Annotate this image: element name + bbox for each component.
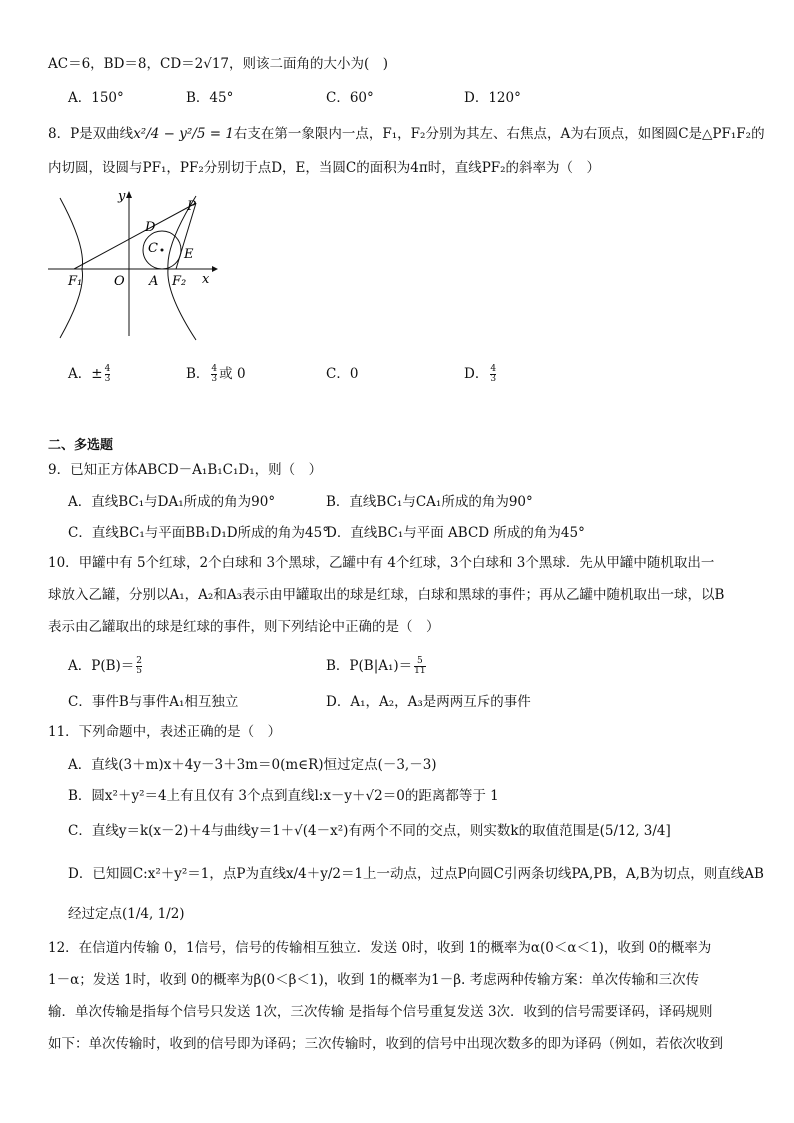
q8-option-c: C．0: [326, 366, 359, 382]
hyperbola-incircle-figure: [44, 186, 224, 346]
label-y: y: [118, 189, 126, 204]
section-title-multi-choice: 二、多选题: [48, 438, 114, 453]
frac-num: 2: [136, 656, 143, 666]
label-f2: F₂: [172, 274, 187, 289]
q8-option-b: [186, 362, 246, 384]
frac-den: 3: [490, 374, 497, 384]
frac-den: 3: [211, 374, 218, 384]
x-axis-arrow: [212, 266, 218, 272]
frac-den: 5: [136, 666, 143, 676]
label-d: D: [145, 220, 156, 235]
q7-option-c: C．60°: [326, 90, 374, 106]
q10-option-a-text: A．P(B)＝: [68, 658, 135, 674]
q8-option-d-text: D．: [464, 366, 489, 382]
q9-option-a: A．直线BC₁与DA₁所成的角为90°: [68, 494, 276, 510]
q11-stem: 11．下列命题中，表述正确的是（ ）: [48, 724, 282, 740]
label-c: C: [148, 241, 158, 256]
q11-option-a: A．直线(3＋m)x＋4y－3＋3m＝0(m∈R)恒过定点(－3,－3): [68, 757, 437, 773]
q10-stem-line2: 球放入乙罐，分别以A₁，A₂和A₃表示由甲罐取出的球是红球，白球和黑球的事件；再从乙罐中随机取出一球，以B: [48, 587, 725, 603]
q9-option-c: C．直线BC₁与平面BB₁D₁D所成的角为45°: [68, 525, 329, 541]
q11-option-c: C．直线y＝k(x－2)＋4与曲线y＝1＋√(4－x²)有两个不同的交点，则实数k的取值范围是(5/12, 3/4]: [68, 823, 671, 839]
q9-option-b: B．直线BC₁与CA₁所成的角为90°: [326, 494, 533, 510]
label-p: P: [187, 199, 196, 214]
label-f1: F₁: [68, 274, 83, 289]
q10-option-c: C．事件B与事件A₁相互独立: [68, 694, 239, 710]
frac-four-thirds-b: [211, 365, 217, 384]
frac-num: 4: [104, 364, 111, 374]
frac-four-thirds-a: [105, 365, 111, 384]
q11-option-b: B．圆x²＋y²＝4上有且仅有 3个点到直线l:x－y＋√2＝0的距离都等于 1: [68, 788, 499, 804]
y-axis-arrow: [126, 191, 132, 198]
label-e: E: [184, 247, 194, 262]
q8-stem-line1: [48, 124, 794, 144]
label-a: A: [149, 274, 159, 289]
frac-den: 11: [414, 666, 426, 676]
q7-option-d: D．120°: [464, 90, 521, 106]
q9-stem: 9．已知正方体ABCD－A₁B₁C₁D₁，则（ ）: [48, 462, 323, 478]
frac-num: 4: [211, 364, 218, 374]
q8-option-a: [68, 362, 112, 384]
frac-den: 3: [104, 374, 111, 384]
q7-stem-tail: AC＝6，BD＝8，CD＝2√17，则该二面角的大小为( ): [48, 56, 389, 72]
frac-num: 5: [417, 656, 423, 666]
frac-two-fifths: [136, 657, 142, 676]
q8-option-b-suffix: 或 0: [219, 366, 246, 382]
q8-stem-line2: 内切圆，设圆与PF₁，PF₂分别切于点D，E，当圆C的面积为4π时，直线PF₂的斜率为（ ）: [48, 160, 601, 176]
q10-option-d: D．A₁，A₂，A₃是两两互斥的事件: [326, 694, 531, 710]
center-c-dot: [161, 249, 164, 252]
hyperbola-left-branch: [60, 198, 83, 338]
q11-option-d-line1: D．已知圆C:x²＋y²＝1，点P为直线x/4＋y/2＝1上一动点，过点P向圆C引两条切线PA,PB，A,B为切点，则直线AB: [68, 866, 764, 882]
q10-option-b-text: B．P(B|A₁)＝: [326, 658, 413, 674]
frac-four-thirds-d: [490, 365, 496, 384]
q8-stem-part-a: 8．P是双曲线: [48, 126, 134, 142]
q8-option-a-text: A．±: [68, 366, 103, 382]
q12-stem-line1: 12．在信道内传输 0，1信号，信号的传输相互独立．发送 0时，收到 1的概率为α(0＜α＜1)，收到 0的概率为: [48, 940, 712, 956]
label-o: O: [114, 274, 125, 289]
q7-option-a: A．150°: [68, 90, 124, 106]
frac-five-elevenths: [414, 657, 425, 676]
q11-option-d-line2: 经过定点(1/4, 1/2): [68, 906, 185, 922]
q10-option-b: [326, 654, 428, 676]
q12-stem-line3: 输．单次传输是指每个信号只发送 1次，三次传输 是指每个信号重复发送 3次．收到的信号需要译码，译码规则: [48, 1004, 713, 1020]
frac-num: 4: [490, 364, 497, 374]
q12-stem-line2: 1－α；发送 1时，收到 0的概率为β(0＜β＜1)，收到 1的概率为1－β. 考虑两种传输方案：单次传输和三次传: [48, 972, 700, 988]
q10-option-a: [68, 654, 144, 676]
q8-option-d: [464, 362, 498, 384]
q10-stem-line1: 10．甲罐中有 5个红球，2个白球和 3个黑球，乙罐中有 4个红球，3个白球和 3个黑球．先从甲罐中随机取出一: [48, 555, 715, 571]
q7-option-b: B．45°: [186, 90, 234, 106]
segment-pf1: [74, 203, 196, 269]
hyperbola-equation: x²/4 − y²/5 = 1: [133, 126, 234, 142]
q8-stem-part-b: 右支在第一象限内一点，F₁，F₂分别为其左、右焦点，A为右顶点，如图圆C是△PF₁F₂的: [233, 126, 765, 142]
q8-option-b-text: B．: [186, 366, 210, 382]
q10-stem-line3: 表示由乙罐取出的球是红球的事件，则下列结论中正确的是（ ）: [48, 619, 440, 635]
q12-stem-line4: 如下：单次传输时，收到的信号即为译码；三次传输时，收到的信号中出现次数多的即为译码（例如，若依次收到: [48, 1036, 723, 1052]
q9-option-d: D．直线BC₁与平面 ABCD 所成的角为45°: [326, 525, 585, 541]
label-x: x: [202, 272, 210, 287]
